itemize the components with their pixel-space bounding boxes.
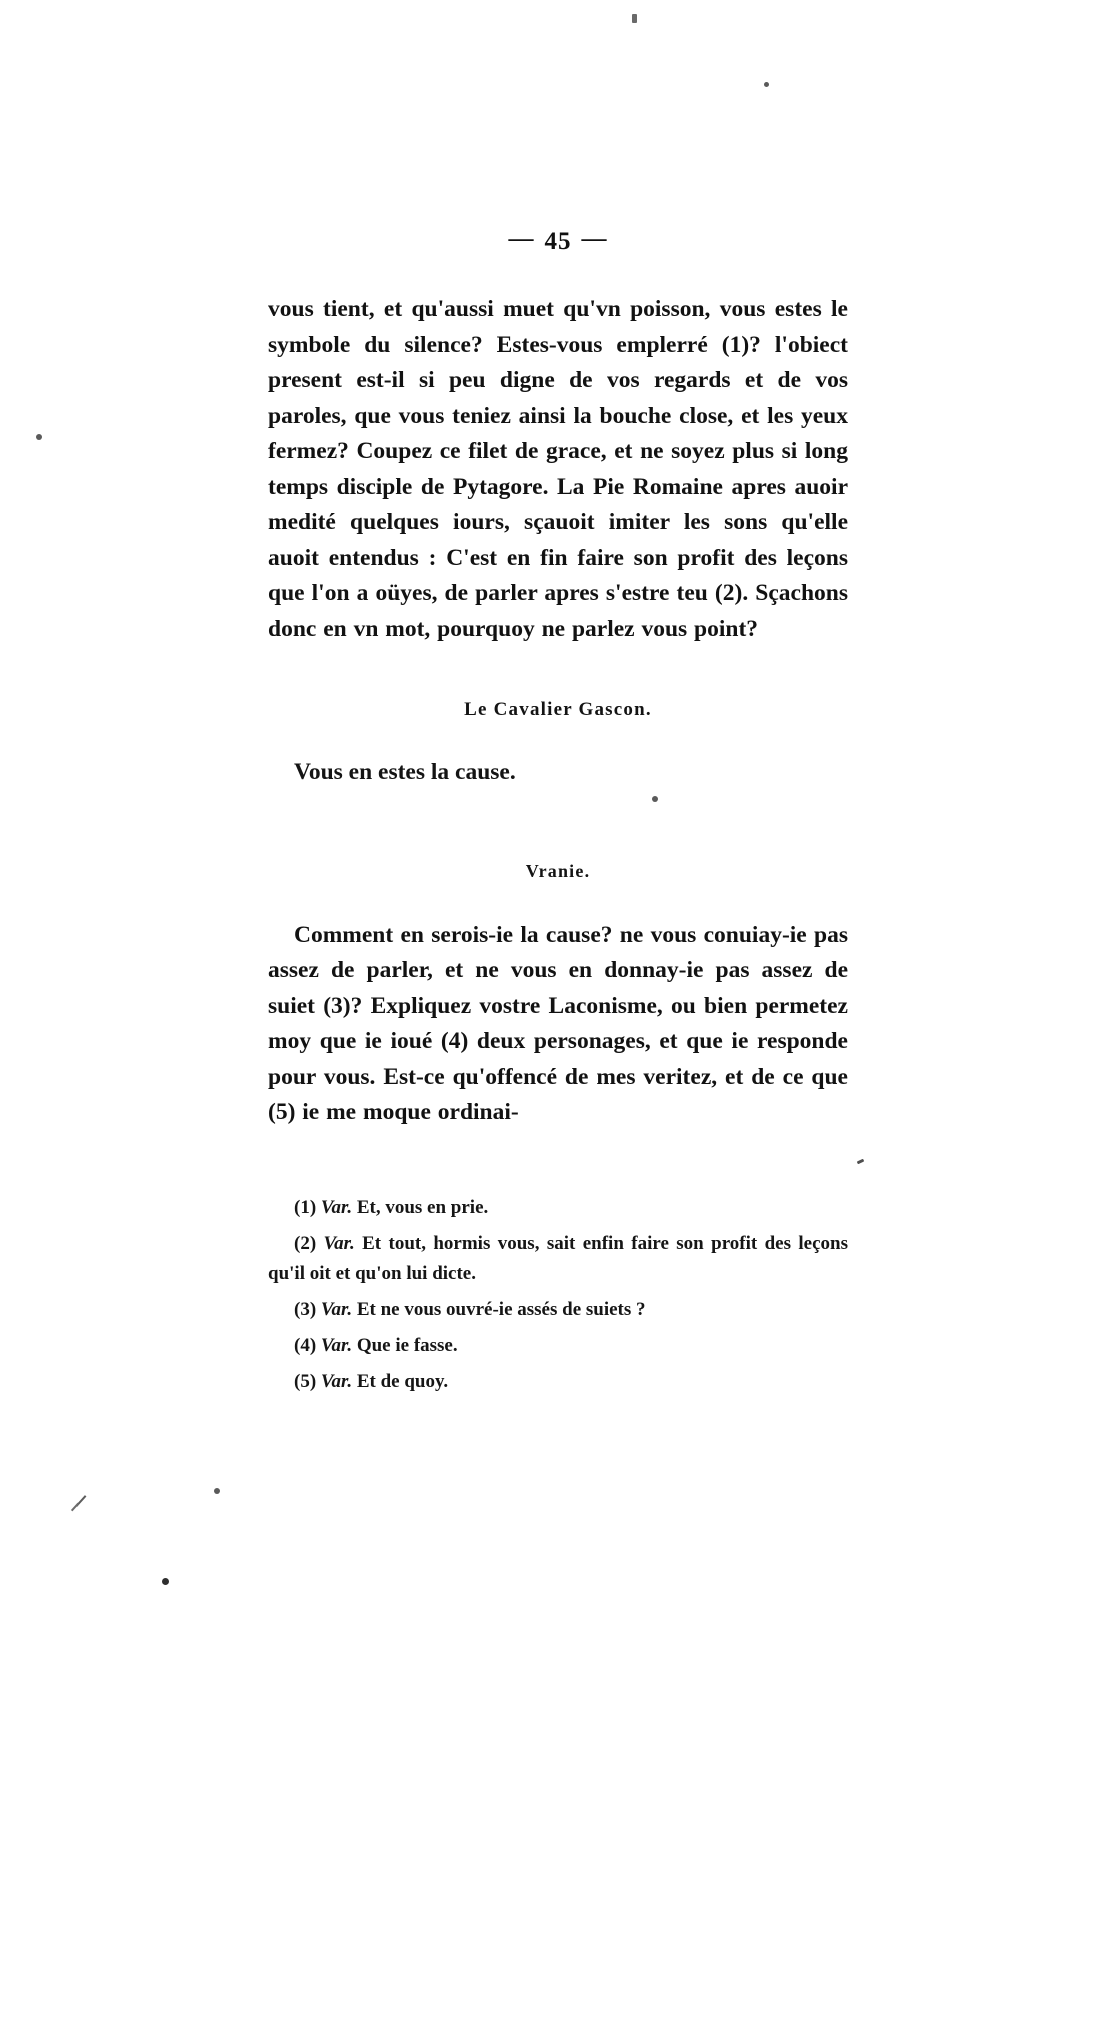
footnote-item: [268, 1295, 848, 1325]
footnote-item: [268, 1367, 848, 1397]
footnote-var-label: Var.: [320, 1196, 353, 1218]
footnote-text: Et ne vous ouvré-ie assés de suiets ?: [356, 1298, 646, 1320]
scan-speck: [162, 1578, 169, 1585]
page-number-dash-right: —: [581, 225, 608, 252]
footnote-item: [268, 1193, 848, 1223]
speaker-heading-cavalier-gascon: Le Cavalier Gascon.: [464, 699, 652, 720]
scan-speck: [857, 1159, 865, 1165]
footnote-var-label: Var.: [323, 1232, 355, 1254]
footnote-item: [268, 1229, 848, 1289]
page-number-dash-left: —: [508, 225, 535, 252]
footnote-number: (5): [294, 1370, 317, 1392]
footnote-text: Et de quoy.: [356, 1370, 449, 1392]
footnote-text: Que ie fasse.: [356, 1334, 458, 1356]
footnote-item: [268, 1331, 848, 1361]
page-content: [268, 225, 848, 1403]
footnote-number: (1): [294, 1196, 317, 1218]
scan-speck: [214, 1488, 220, 1494]
footnote-number: (4): [294, 1334, 317, 1356]
footnotes-list: [268, 1193, 848, 1397]
speaker-heading-vranie: Vranie.: [525, 860, 591, 881]
body-paragraph-2: Vous en estes la cause.: [294, 759, 516, 785]
scan-stray-mark: [71, 1503, 79, 1512]
footnote-var-label: Var.: [320, 1298, 353, 1320]
footnote-text: Et, vous en prie.: [356, 1196, 489, 1218]
page-number-value: 45: [544, 228, 572, 255]
footnote-var-label: Var.: [320, 1370, 353, 1392]
page-number: [268, 225, 848, 256]
scan-speck: [764, 82, 769, 87]
footnote-number: (3): [294, 1298, 317, 1320]
footnote-var-label: Var.: [320, 1334, 353, 1356]
body-paragraph-1: vous tient, et qu'aussi muet qu'vn poisson, vous estes le symbole du silence? Estes-vous emplerré (1)? l'obiect present est-il si peu digne de vos regards et de vos paroles, que vous teniez ainsi la bouche close, et les yeux fermez? Coupez ce filet de grace, et ne soyez plus si long temps disciple de Pytagore. La Pie Romaine apres auoir medité quelques iours, sçauoit imiter les sons qu'elle auoit entendus : C'est en fin faire son profit des leçons que l'on a oüyes, de parler apres s'estre teu (2). Sçachons donc en vn mot, pourquoy ne parlez vous point?: [268, 296, 848, 642]
footnote-text: Et tout, hormis vous, sait enfin faire son profit des leçons qu'il oit et qu'on lui dicte.: [268, 1232, 848, 1284]
scan-speck: [632, 14, 637, 23]
scan-speck: [36, 434, 42, 440]
body-paragraph-3: Comment en serois-ie la cause? ne vous conuiay-ie pas assez de parler, et ne vous en donnay-ie pas assez de suiet (3)? Expliquez vostre Laconisme, ou bien permetez moy que ie ioué (4) deux personages, et que ie responde pour vous. Est-ce qu'offencé de mes veritez, et de ce que (5) ie me moque ordinai-: [268, 921, 848, 1125]
footnote-number: (2): [294, 1232, 317, 1254]
